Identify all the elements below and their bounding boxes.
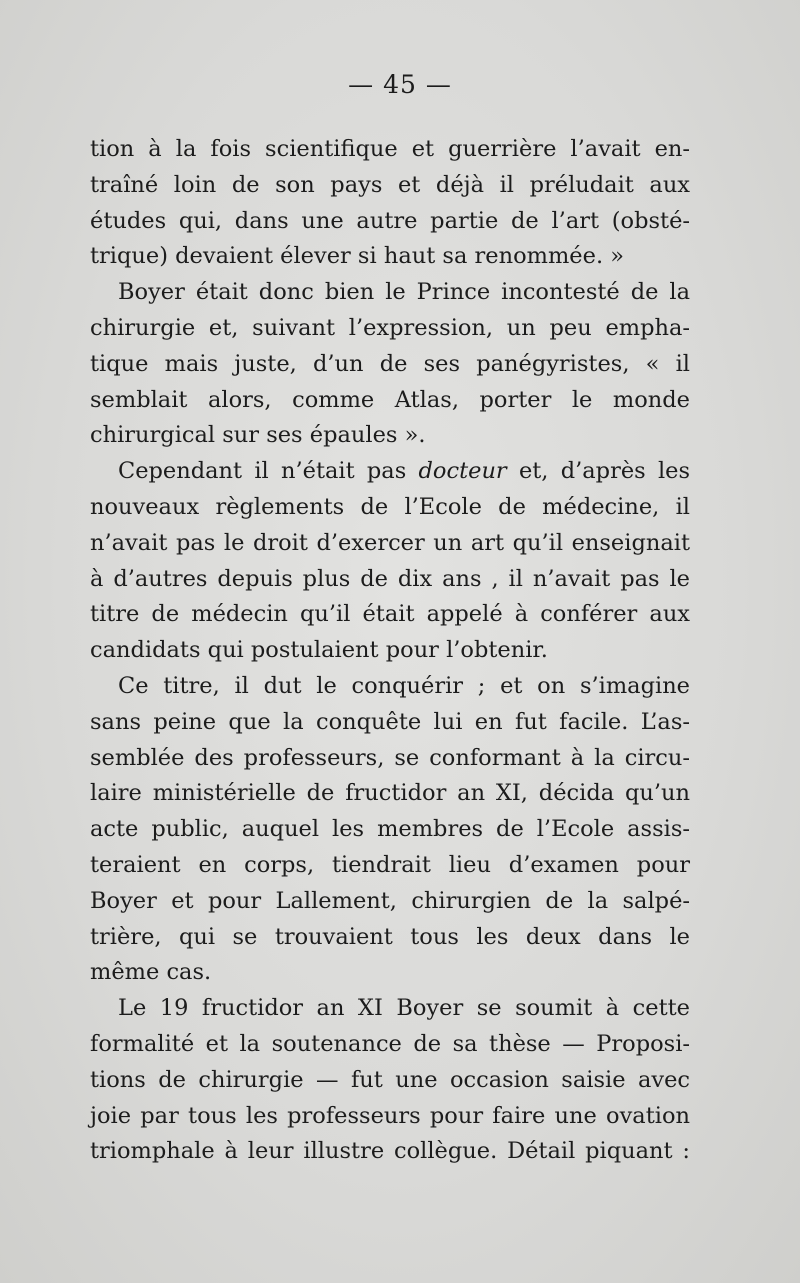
text-line: n’avait pas le droit d’exercer un art qu’il enseignait — [90, 529, 690, 556]
text-line: chirurgie et, suivant l’expression, un peu empha- — [90, 314, 690, 341]
page-number: — 45 — — [348, 70, 452, 99]
text-line: tions de chirurgie — fut une occasion saisie avec — [90, 1066, 690, 1093]
text-line: études qui, dans une autre partie de l’art (obsté- — [90, 207, 690, 234]
text-line: laire ministérielle de fructidor an XI, décida qu’un — [90, 780, 690, 807]
text-line: même cas. — [90, 959, 212, 986]
text-segment: Cependant il n’était pas — [118, 458, 419, 485]
text-line: trique) devaient élever si haut sa renommée. » — [90, 243, 625, 270]
text-line: Le 19 fructidor an XI Boyer se soumit à cette — [118, 995, 690, 1022]
text-line: Ce titre, il dut le conquérir ; et on s’imagine — [118, 672, 690, 699]
text-line: acte public, auquel les membres de l’Ecole assis- — [90, 816, 690, 843]
text-line: trière, qui se trouvaient tous les deux dans le — [90, 923, 690, 950]
text-line: nouveaux règlements de l’Ecole de médecine, il — [90, 493, 690, 520]
text-line: Boyer était donc bien le Prince incontesté de la — [118, 279, 690, 306]
text-line: formalité et la soutenance de sa thèse — Proposi- — [90, 1030, 690, 1057]
text-line: joie par tous les professeurs pour faire une ovation — [90, 1102, 690, 1129]
italic-word: docteur — [418, 458, 507, 485]
text-line: triomphale à leur illustre collègue. Détail piquant : — [90, 1138, 690, 1165]
text-line: traîné loin de son pays et déjà il préludait aux — [90, 171, 690, 198]
text-line — [90, 454, 690, 490]
text-line: sans peine que la conquête lui en fut facile. L’as- — [90, 708, 690, 735]
text-line: semblée des professeurs, se conformant à la circu- — [90, 744, 690, 771]
text-line: semblait alors, comme Atlas, porter le monde — [90, 386, 690, 413]
text-line: teraient en corps, tiendrait lieu d’examen pour — [90, 851, 690, 878]
text-line: Boyer et pour Lallement, chirurgien de la salpé- — [90, 887, 690, 914]
body-text — [90, 132, 690, 1170]
text-line: titre de médecin qu’il était appelé à conférer aux — [90, 601, 690, 628]
text-segment: et, d’après les — [506, 458, 691, 485]
text-line: chirurgical sur ses épaules ». — [90, 422, 426, 449]
text-line: tique mais juste, d’un de ses panégyristes, « il — [90, 350, 690, 377]
text-line: tion à la fois scientifique et guerrière l’avait en- — [90, 136, 690, 162]
text-line: à d’autres depuis plus de dix ans , il n’avait pas le — [90, 565, 690, 592]
text-line: candidats qui postulaient pour l’obtenir. — [90, 637, 548, 664]
